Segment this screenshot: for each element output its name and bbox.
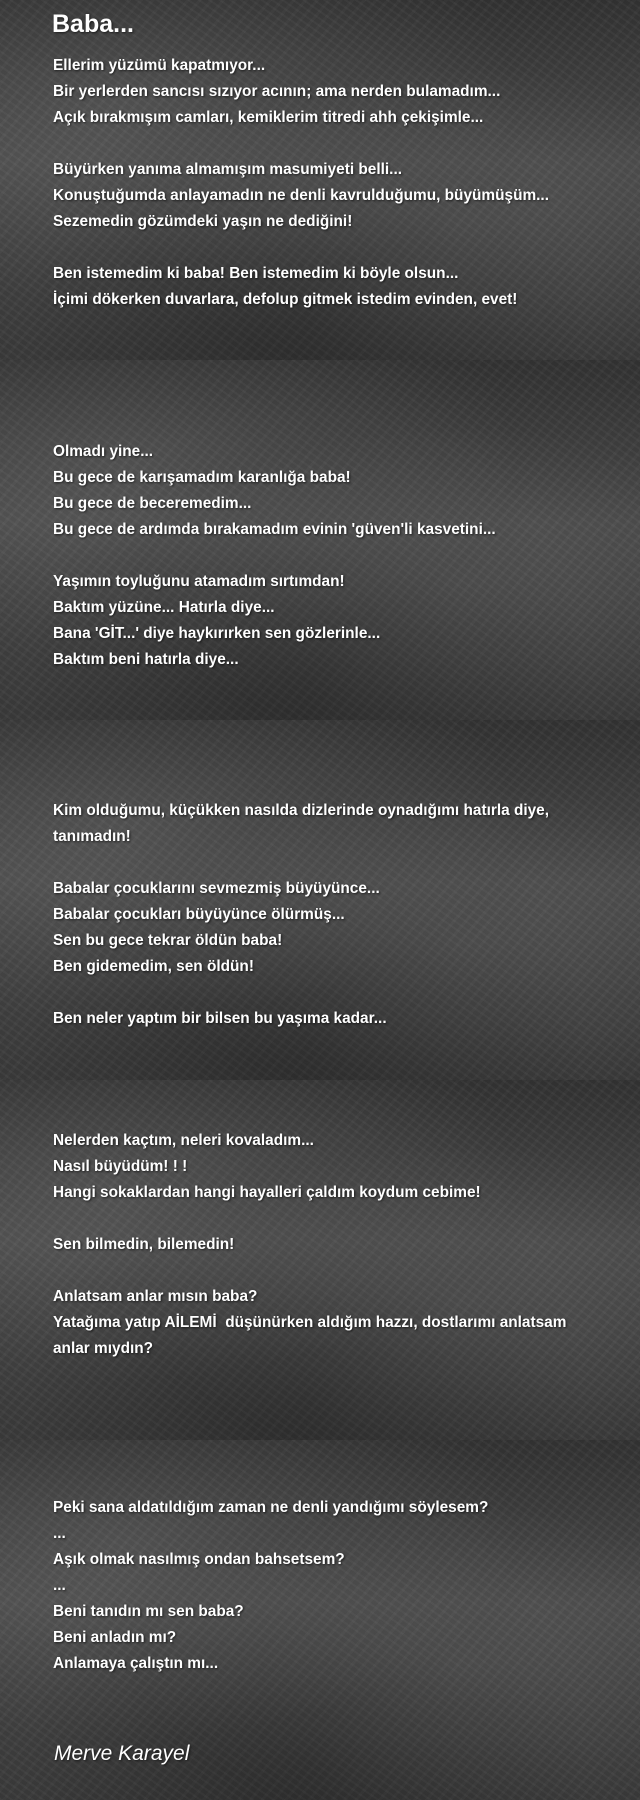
- poem-line: Babalar çocuklarını sevmezmiş büyüyünce...: [53, 880, 380, 897]
- poem-panel-1: [0, 0, 640, 360]
- poem-text-block: [53, 1495, 598, 1677]
- poem-line: Baktım yüzüne... Hatırla diye...: [53, 599, 275, 616]
- poem-line: Büyürken yanıma almamışım masumiyeti belli...: [53, 161, 402, 178]
- poem-line: Aşık olmak nasılmış ondan bahsetsem?: [53, 1551, 345, 1568]
- stanza-gap: [53, 1206, 598, 1232]
- poem-line: Bu gece de ardımda bırakamadım evinin 'güven'li kasvetini...: [53, 521, 496, 538]
- poem-panel-2: [0, 360, 640, 720]
- poem-line: Kim olduğumu, küçükken nasılda dizlerinde oynadığımı hatırla diye,: [53, 802, 550, 819]
- poem-panel-5: [0, 1440, 640, 1800]
- poem-line: Bu gece de karışamadım karanlığa baba!: [53, 469, 351, 486]
- poem-line: tanımadın!: [53, 828, 131, 845]
- poem-text-block: [53, 1128, 598, 1362]
- poem-line: Yaşımın toyluğunu atamadım sırtımdan!: [53, 573, 345, 590]
- poem-line: Sezemedin gözümdeki yaşın ne dediğini!: [53, 213, 353, 230]
- poem-line: Ben neler yaptım bir bilsen bu yaşıma kadar...: [53, 1010, 387, 1027]
- poem-text-block: [53, 439, 598, 673]
- poem-line: Açık bırakmışım camları, kemiklerim titredi ahh çekişimle...: [53, 109, 484, 126]
- poem-line: Nelerden kaçtım, neleri kovaladım...: [53, 1132, 314, 1149]
- poem-line: Konuştuğumda anlayamadın ne denli kavrulduğumu, büyümüşüm...: [53, 187, 549, 204]
- poem-line: ...: [53, 1577, 66, 1594]
- poem-line: Sen bilmedin, bilemedin!: [53, 1236, 235, 1253]
- poem-line: Anlamaya çalıştın mı...: [53, 1655, 219, 1672]
- poem-line: Bana 'GİT...' diye haykırırken sen gözlerinle...: [53, 625, 381, 642]
- poem-line: Beni anladın mı?: [53, 1629, 177, 1646]
- poem-line: Hangi sokaklardan hangi hayalleri çaldım koydum cebime!: [53, 1184, 481, 1201]
- poem-line: Nasıl büyüdüm! ! !: [53, 1158, 188, 1175]
- poem-line: Ben gidemedim, sen öldün!: [53, 958, 254, 975]
- poem-line: Peki sana aldatıldığım zaman ne denli yandığımı söylesem?: [53, 1499, 489, 1516]
- poem-title: Baba...: [52, 10, 134, 38]
- poem-line: Bir yerlerden sancısı sızıyor acının; ama nerden bulamadım...: [53, 83, 501, 100]
- poem-text-block: [53, 798, 598, 1032]
- stanza-gap: [53, 543, 598, 569]
- poem-line: Sen bu gece tekrar öldün baba!: [53, 932, 283, 949]
- poem-line: Baktım beni hatırla diye...: [53, 651, 239, 668]
- poem-panel-4: [0, 1080, 640, 1440]
- poem-line: Ben istemedim ki baba! Ben istemedim ki böyle olsun...: [53, 265, 459, 282]
- poem-line: anlar mıydın?: [53, 1340, 154, 1357]
- poem-line: İçimi dökerken duvarlara, defolup gitmek istedim evinden, evet!: [53, 291, 518, 308]
- stanza-gap: [53, 850, 598, 876]
- stanza-gap: [53, 1258, 598, 1284]
- poem-line: ...: [53, 1525, 66, 1542]
- poem-line: Anlatsam anlar mısın baba?: [53, 1288, 258, 1305]
- stanza-gap: [53, 235, 598, 261]
- author-signature: Merve Karayel: [54, 1742, 190, 1765]
- poem-line: Bu gece de beceremedim...: [53, 495, 252, 512]
- stanza-gap: [53, 131, 598, 157]
- poem-line: Ellerim yüzümü kapatmıyor...: [53, 57, 266, 74]
- poem-line: Olmadı yine...: [53, 443, 154, 460]
- poem-text-block: [53, 53, 598, 313]
- poem-panel-3: [0, 720, 640, 1080]
- poem-line: Babalar çocukları büyüyünce ölürmüş...: [53, 906, 345, 923]
- stanza-gap: [53, 980, 598, 1006]
- poem-line: Yatağıma yatıp AİLEMİ düşünürken aldığım hazzı, dostlarımı anlatsam: [53, 1314, 567, 1331]
- poem-line: Beni tanıdın mı sen baba?: [53, 1603, 244, 1620]
